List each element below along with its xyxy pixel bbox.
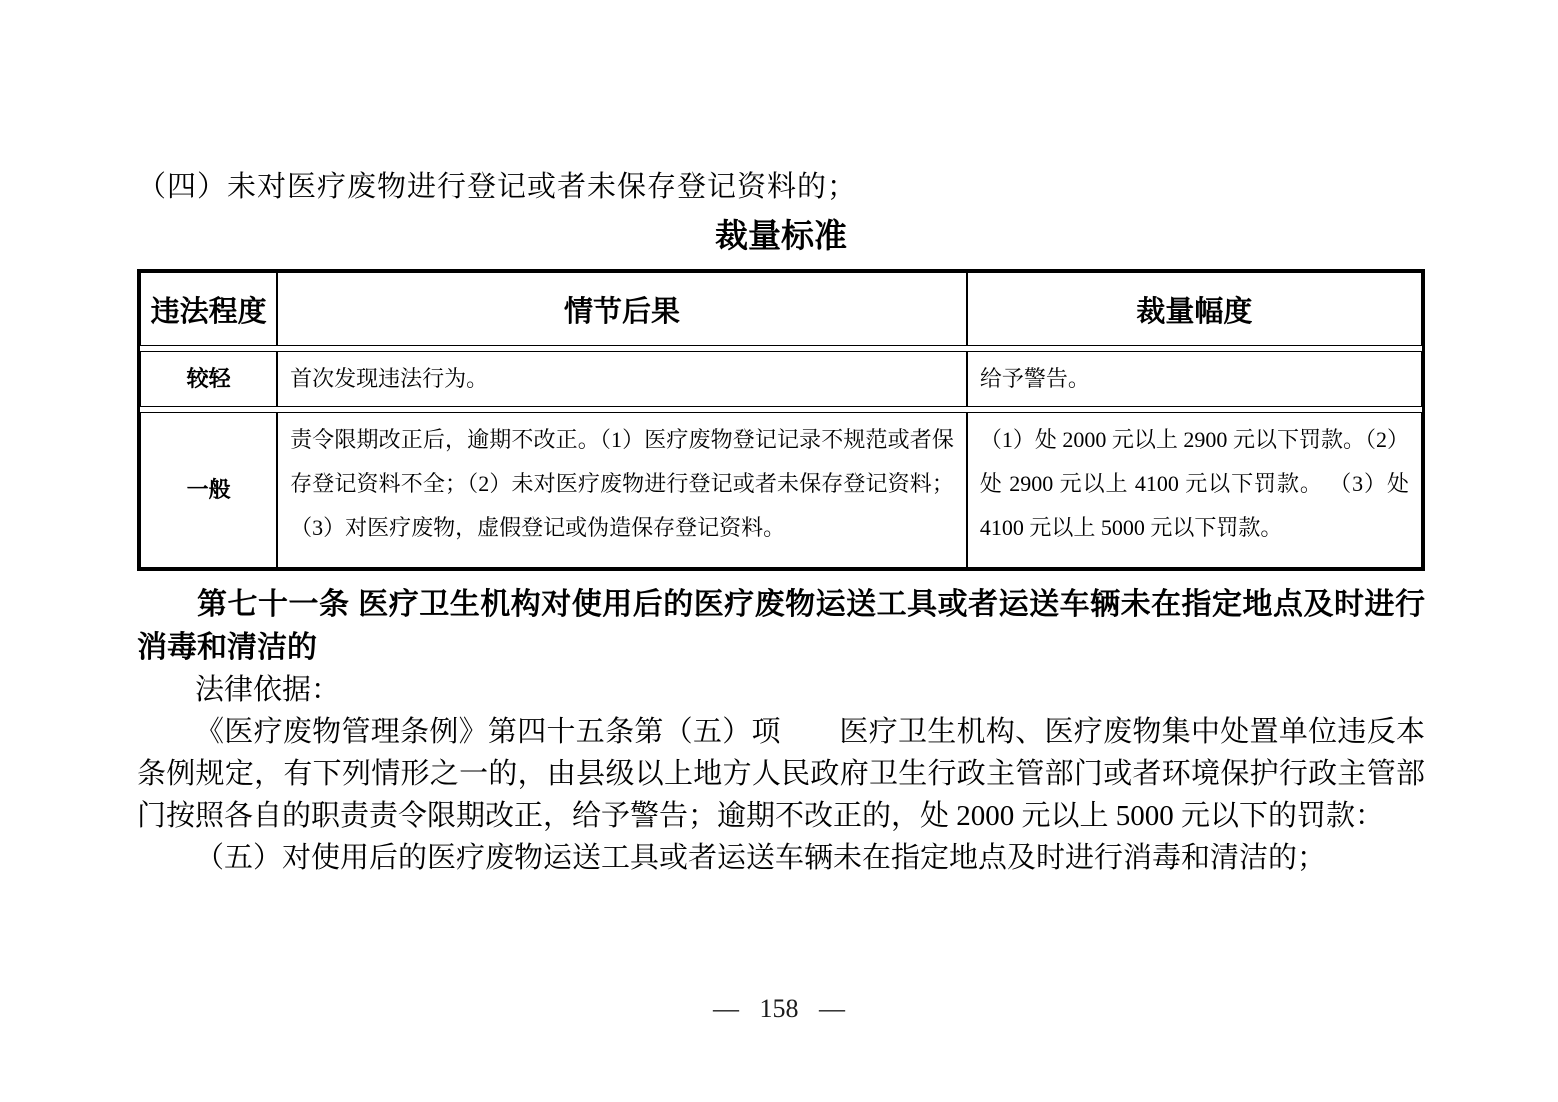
header-circumstance-consequence: 情节后果 [277,272,967,346]
penalty-table [140,269,1422,571]
cell-range-general: （1）处 2000 元以上 2900 元以下罚款。（2）处 2900 元以上 4100 元以下罚款。 （3）处 4100 元以上 5000 元以下罚款。 [967,412,1422,568]
cell-circumstance-light: 首次发现违法行为。 [277,351,967,407]
table-row [140,412,1422,568]
penalty-table-border [137,269,1425,571]
cell-range-light: 给予警告。 [967,351,1422,407]
table-header-row [140,272,1422,346]
header-violation-degree: 违法程度 [140,272,277,346]
clause-four-line: （四）未对医疗废物进行登记或者未保存登记资料的； [137,171,858,203]
cell-circumstance-general: 责令限期改正后，逾期不改正。（1）医疗废物登记记录不规范或者保存登记资料不全；（2）未对医疗废物进行登记或者未保存登记资料；（3）对医疗废物，虚假登记或伪造保存登记资料。 [277,412,967,568]
cell-degree-general: 一般 [140,412,277,568]
header-discretion-range: 裁量幅度 [967,272,1422,346]
cell-degree-light: 较轻 [140,351,277,407]
table-row [140,351,1422,407]
legal-basis-text: 《医疗废物管理条例》第四十五条第（五）项 医疗卫生机构、医疗废物集中处置单位违反本条例规定，有下列情形之一的，由县级以上地方人民政府卫生行政主管部门或者环境保护行政主管部门按照各自的职责责令限期改正，给予警告；逾期不改正的，处 2000 元以上 5000 元以下的罚款： [137,716,1425,832]
clause-five-line: （五）对使用后的医疗废物运送工具或者运送车辆未在指定地点及时进行消毒和清洁的； [195,842,1327,874]
article-71-heading: 第七十一条 医疗卫生机构对使用后的医疗废物运送工具或者运送车辆未在指定地点及时进行消毒和清洁的 [137,588,1425,664]
page-number: — 158 — [713,994,845,1023]
legal-basis-label: 法律依据： [195,674,341,706]
table-title: 裁量标准 [715,217,847,254]
